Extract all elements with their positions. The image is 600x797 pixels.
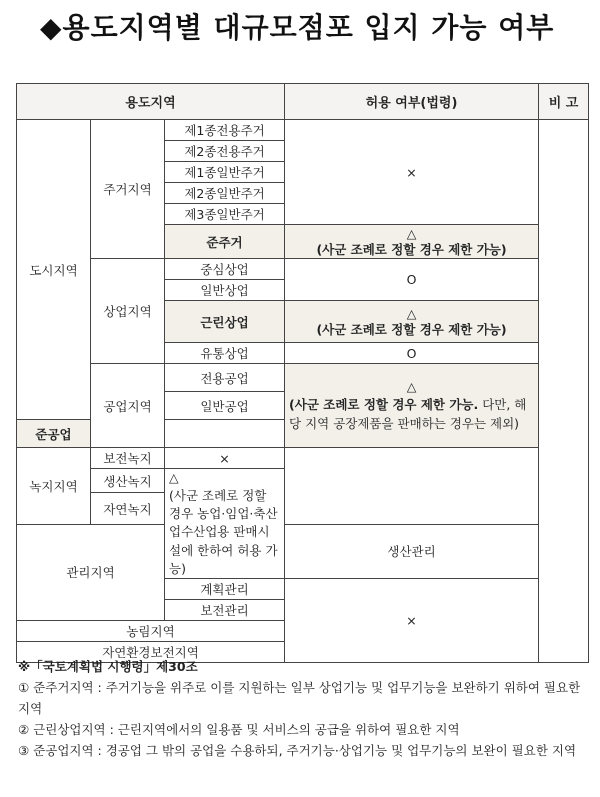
header-note: 비 고 bbox=[539, 84, 589, 120]
table-cell: 준주거 bbox=[165, 225, 285, 259]
value-rest: 다만, 해당 지역 공장제품을 판매하는 경우는 제외) bbox=[289, 397, 527, 431]
allowed-cell: × bbox=[285, 120, 539, 225]
table-cell: 계획관리 bbox=[165, 578, 285, 599]
table-cell: 근린상업 bbox=[165, 301, 285, 343]
table-cell: 생산녹지 bbox=[91, 469, 165, 493]
table-cell: 유통상업 bbox=[165, 343, 285, 364]
note-item: ③ 준공업지역 : 경공업 그 밖의 공업을 수용하되, 주거기능·상업기능 및 업무기능의 보완이 필요한 지역 bbox=[18, 743, 577, 758]
table-cell: 제2종일반주거 bbox=[165, 183, 285, 204]
allowed-cell: △ (사군 조례로 정할 경우 농업·임업·축산업수산업용 판매시설에 한하여 허용 가능) bbox=[165, 469, 285, 579]
table-cell: 생산관리 bbox=[285, 525, 539, 579]
page-title: ◆용도지역별 대규모점포 입지 가능 여부 bbox=[40, 11, 555, 44]
table-cell: 보전녹지 bbox=[91, 448, 165, 469]
table-cell: 제1종전용주거 bbox=[165, 120, 285, 141]
table-cell: 전용공업 bbox=[165, 364, 285, 392]
industrial-zone-cell: 공업지역 bbox=[91, 364, 165, 448]
green-zone-cell: 녹지지역 bbox=[17, 448, 91, 525]
allowed-cell: × bbox=[285, 578, 539, 662]
table-cell: 일반공업 bbox=[165, 392, 285, 420]
table-cell: 중심상업 bbox=[165, 259, 285, 280]
table-cell: 제2종전용주거 bbox=[165, 141, 285, 162]
management-zone-cell: 관리지역 bbox=[17, 525, 165, 621]
zoning-table bbox=[16, 83, 589, 663]
value-mark: △ bbox=[406, 379, 417, 395]
table-cell: 보전관리 bbox=[165, 599, 285, 620]
table-cell: 자연녹지 bbox=[91, 493, 165, 525]
allowed-cell: △ (사군 조례로 정할 경우 제한 가능) bbox=[285, 301, 539, 343]
note-cell bbox=[539, 120, 589, 663]
table-cell: 제1종일반주거 bbox=[165, 162, 285, 183]
value-bold: (사군 조례로 정할 경우 제한 가능. bbox=[289, 397, 479, 413]
table-cell: 준공업 bbox=[17, 420, 91, 448]
urban-zone-cell: 도시지역 bbox=[17, 120, 91, 420]
note-item: ② 근린상업지역 : 근린지역에서의 일용품 및 서비스의 공급을 위하여 필요한 지역 bbox=[18, 722, 460, 737]
allowed-cell: O bbox=[285, 343, 539, 364]
notes-heading: ※「국토계획법 시행령」제30조 bbox=[18, 659, 198, 674]
commercial-zone-cell: 상업지역 bbox=[91, 259, 165, 364]
residential-zone-cell: 주거지역 bbox=[91, 120, 165, 259]
allowed-cell bbox=[285, 364, 539, 448]
notes bbox=[18, 656, 590, 761]
header-allowed: 허용 여부(법령) bbox=[285, 84, 539, 120]
allowed-cell: × bbox=[165, 448, 285, 469]
nature-zone-cell: 자연환경보전지역 bbox=[17, 641, 285, 662]
table-cell: 일반상업 bbox=[165, 280, 285, 301]
allowed-cell: △ (사군 조례로 정할 경우 제한 가능) bbox=[285, 225, 539, 259]
agriculture-zone-cell: 농림지역 bbox=[17, 620, 285, 641]
table-cell: 제3종일반주거 bbox=[165, 204, 285, 225]
note-item: ① 준주거지역 : 주거기능을 위주로 이를 지원하는 일부 상업기능 및 업무기능을 보완하기 위하여 필요한 지역 bbox=[18, 680, 581, 716]
header-zone: 용도지역 bbox=[17, 84, 285, 120]
allowed-cell: O bbox=[285, 259, 539, 301]
